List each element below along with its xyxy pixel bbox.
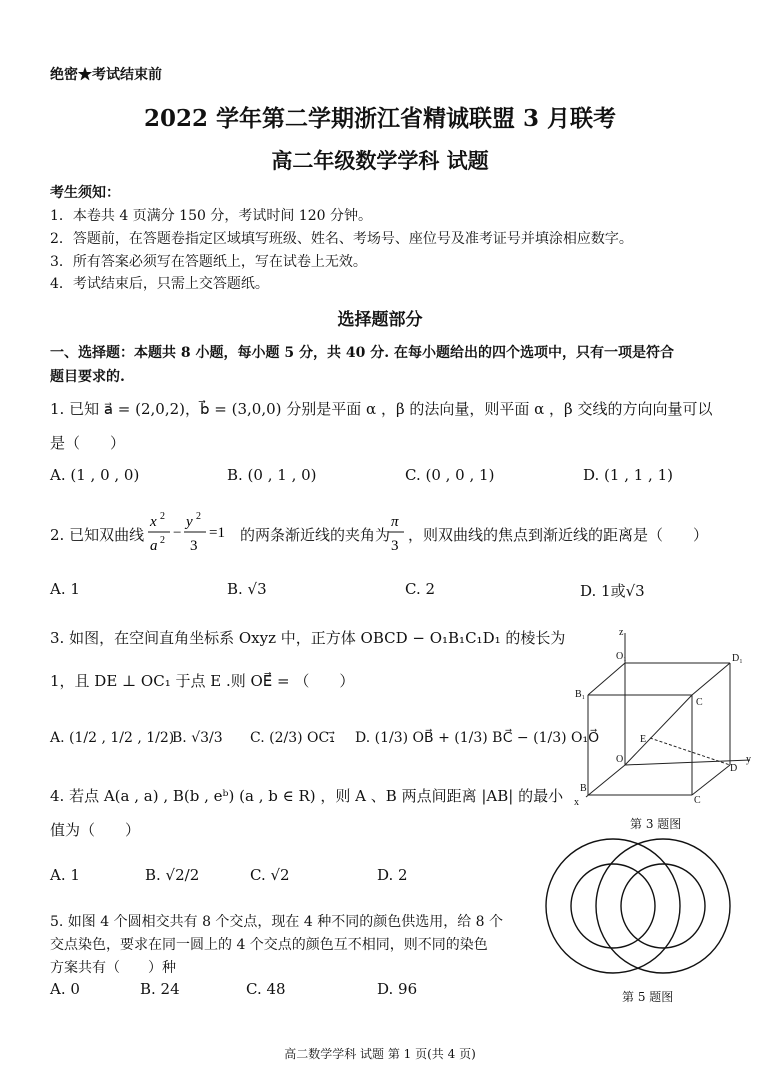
q2-option-a: A. 1 [50, 580, 80, 598]
q3-stem: 3. 如图，在空间直角坐标系 Oxyz 中，正方体 OBCD − O₁B₁C₁D₁ 的棱长为 [50, 629, 566, 647]
q5-option-c: C. 48 [246, 980, 286, 998]
pi-over-three [386, 510, 408, 556]
svg-text:−: − [173, 525, 182, 541]
label-c1: C [696, 697, 703, 708]
hyperbola-equation [146, 508, 241, 558]
cube-figure [560, 625, 760, 810]
label-d: D [730, 763, 738, 774]
section-title: 选择题部分 [337, 310, 423, 330]
q3-stem-cont: 1，且 DE ⊥ OC₁ 于点 E .则 OE⃗ = （ ） [50, 672, 355, 690]
exam-title: 2022 学年第二学期浙江省精诚联盟 3 月联考 [143, 105, 617, 132]
label-b: B [580, 783, 587, 794]
notice-heading: 考生须知： [50, 185, 120, 201]
circles-figure [538, 838, 738, 978]
svg-text:2: 2 [160, 535, 165, 546]
exam-subtitle: 高二年级数学学科 试题 [271, 148, 489, 173]
notice-item: 4．考试结束后，只需上交答题纸。 [50, 276, 269, 292]
q3-option-d: D. (1/3) OB⃗ + (1/3) BC⃗ − (1/3) O₁O⃗ [355, 730, 600, 746]
label-b1: B₁ [575, 689, 586, 700]
q5-stem-cont2: 方案共有（ ）种 [50, 960, 176, 976]
q1-option-a: A. (1 , 0 , 0) [50, 466, 140, 484]
svg-text:a: a [150, 538, 158, 554]
svg-text:π: π [391, 514, 399, 530]
q3-option-c: C. (2/3) OC₁⃗ [250, 730, 335, 746]
notice-item: 3．所有答案必须写在答题纸上，写在试卷上无效。 [50, 254, 367, 270]
svg-text:y: y [186, 514, 193, 530]
q5-option-b: B. 24 [140, 980, 180, 998]
q2-option-c: C. 2 [405, 580, 436, 598]
label-c: C [694, 795, 701, 806]
q5-stem-cont: 交点染色，要求在同一圆上的 4 个交点的颜色互不相同，则不同的染色 [50, 937, 488, 953]
section-instruction-cont: 题目要求的. [50, 369, 125, 385]
page-footer: 高二数学学科 试题 第 1 页(共 4 页) [284, 1047, 476, 1061]
q4-option-a: A. 1 [50, 866, 80, 884]
label-x: x [574, 797, 579, 808]
q2-option-b: B. √3 [227, 580, 267, 598]
label-o: O [616, 754, 624, 765]
q1-stem-cont: 是（ ） [50, 434, 126, 452]
q1-stem: 1. 已知 a⃗ = (2,0,2)，b⃗ = (3,0,0) 分别是平面 α ，β 的法向量，则平面 α ，β 交线的方向向量可以 [50, 400, 713, 418]
label-z: z [619, 627, 624, 638]
q1-option-b: B. (0 , 1 , 0) [227, 466, 317, 484]
q2-stem-suffix: ，则双曲线的焦点到渐近线的距离是（ ） [408, 526, 709, 544]
label-o1: O₁ [616, 651, 627, 662]
svg-text:x: x [150, 514, 157, 530]
q3-option-b: B. √3/3 [172, 730, 223, 746]
q4-option-c: C. √2 [250, 866, 290, 884]
notice-item: 1．本卷共 4 页满分 150 分，考试时间 120 分钟。 [50, 208, 372, 224]
svg-text:3: 3 [391, 538, 399, 554]
svg-text:=1: =1 [209, 525, 225, 541]
svg-text:2: 2 [160, 511, 165, 522]
q5-option-d: D. 96 [377, 980, 418, 998]
q2-option-d: D. 1或√3 [580, 582, 645, 600]
q4-option-d: D. 2 [377, 866, 408, 884]
q4-stem-cont: 值为（ ） [50, 821, 141, 839]
notice-item: 2．答题前，在答题卷指定区域填写班级、姓名、考场号、座位号及准考证号并填涂相应数字。 [50, 231, 633, 247]
q1-option-d: D. (1 , 1 , 1) [583, 466, 673, 484]
section-instruction: 一、选择题：本题共 8 小题，每小题 5 分，共 40 分. 在每小题给出的四个选项中，只有一项是符合 [50, 345, 674, 361]
q2-stem-prefix: 2. 已知双曲线 [50, 526, 145, 544]
q3-figure-caption: 第 3 题图 [630, 817, 682, 831]
q4-option-b: B. √2/2 [145, 866, 200, 884]
q2-stem-mid: 的两条渐近线的夹角为 [240, 526, 391, 544]
q4-stem: 4. 若点 A(a , a) , B(b , eᵇ) (a , b ∈ R) ，则 A 、B 两点间距离 |AB| 的最小 [50, 787, 564, 805]
q3-option-a: A. (1/2 , 1/2 , 1/2) [50, 730, 175, 746]
q5-option-a: A. 0 [50, 980, 80, 998]
q5-stem: 5. 如图 4 个圆相交共有 8 个交点，现在 4 种不同的颜色供选用，给 8 个 [50, 914, 504, 930]
label-y: y [746, 754, 751, 765]
confidential-mark: 绝密★考试结束前 [50, 67, 162, 83]
q5-figure-caption: 第 5 题图 [622, 990, 674, 1004]
q1-option-c: C. (0 , 0 , 1) [405, 466, 495, 484]
label-e: E [640, 734, 647, 745]
svg-text:2: 2 [196, 511, 201, 522]
svg-text:3: 3 [190, 538, 198, 554]
label-d1: D₁ [732, 653, 743, 664]
